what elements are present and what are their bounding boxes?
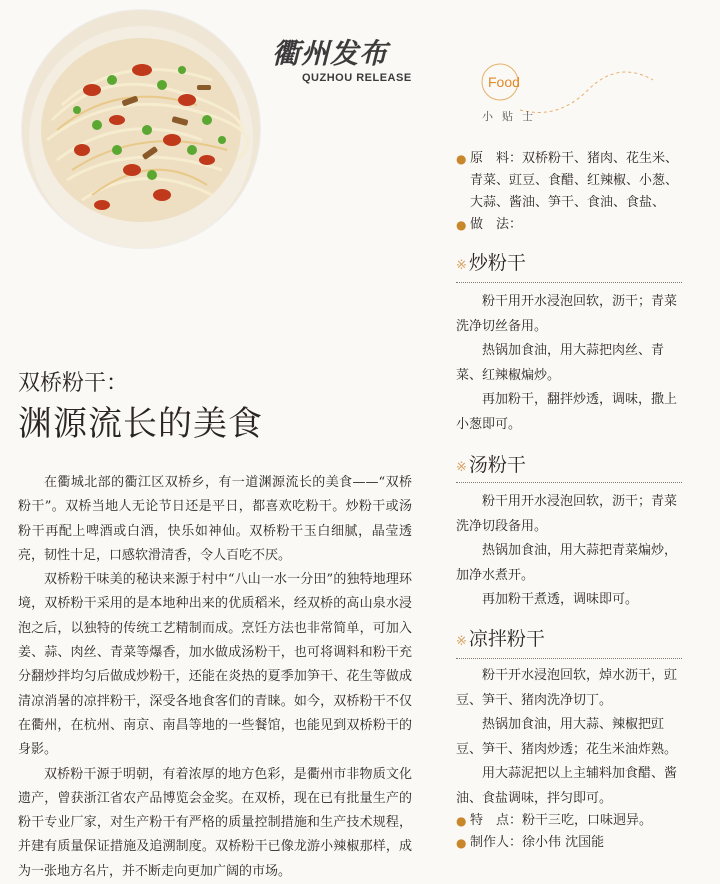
badge-note: 小贴士 [482,110,542,123]
dish-title: ※ 汤粉干 [456,454,526,476]
article-paragraph: 双桥粉干源于明朝，有着浓厚的地方色彩，是衢州市非物质文化遗产，曾获浙江省农产品博览会金奖。在双桥，现在已有批量生产的粉干专业厂家，对生产粉干有严格的质量控制措施和生产技术规程，并建有质量保证措施及追溯制度。双桥粉干已像龙游小辣椒那样，成为一张地方名片，并不断走向更加广阔的市场。 [18,766,412,879]
noodle-photo [22,10,260,248]
brand-logo: 衢州发布 [272,37,389,70]
asterisk-icon: ※ [456,634,467,649]
author-label: 制作人： [470,835,523,850]
divider [456,282,682,283]
recipe-ingredients [456,148,684,236]
method-label: 做 法： [470,217,523,232]
bullet-icon: ● [456,218,467,232]
article-kicker: 双桥粉干： [18,371,129,396]
dish-instructions: 粉干用开水浸泡回软，沥干；青菜洗净切丝备用。 热锅加食油，用大蒜把肉丝、青菜、红辣椒煸炒。 再加粉干，翻拌炒透，调味，撒上小葱即可。 [456,294,678,432]
brand-subtitle: QUZHOU RELEASE [302,72,412,84]
recipe-footer [456,810,684,854]
feature-text: 粉干三吃，口味迥异。 [522,813,653,828]
dish-title: ※ 凉拌粉干 [456,628,545,650]
bullet-icon: ● [456,836,467,850]
dish-instructions: 粉干用开水浸泡回软，沥干；青菜洗净切段备用。 热锅加食油，用大蒜把青菜煸炒，加净水煮开。 再加粉干煮透，调味即可。 [456,494,678,607]
badge-word: Food [488,74,520,90]
article-body [18,471,412,884]
article-title: 渊源流长的美食 [18,404,263,444]
ingredients-label: 原 料： [470,151,523,166]
feature-label: 特 点： [470,813,523,828]
article-paragraph: 在衢城北部的衢江区双桥乡，有一道渊源流长的美食——“双桥粉干”。双桥当地人无论节日还是平日，都喜欢吃粉干。炒粉干或汤粉干再配上啤酒或白酒，快乐如神仙。双桥粉干玉白细腻，晶莹透亮，韧性十足，口感软滑清香，令人百吃不厌。 [18,475,412,563]
asterisk-icon: ※ [456,258,467,273]
ingredients-text: 双桥粉干、猪肉、花生米、青菜、豇豆、食醋、红辣椒、小葱、大蒜、酱油、笋干、食油、食盐、 [470,151,679,210]
divider [456,482,682,483]
asterisk-icon: ※ [456,460,467,475]
dish-title: ※ 炒粉干 [456,252,526,274]
bullet-icon: ● [456,814,467,828]
dish-instructions: 粉干开水浸泡回软，焯水沥干，豇豆、笋干、猪肉洗净切丁。 热锅加食油，用大蒜、辣椒把豇豆、笋干、猪肉炒透；花生米油炸熟。 用大蒜泥把以上主辅料加食醋、酱油、食盐调味，拌匀即可。 [456,668,678,806]
article-paragraph: 双桥粉干味美的秘诀来源于村中“八山一水一分田”的独特地理环境，双桥粉干采用的是本地种出来的优质稻米，经双桥的高山泉水浸泡之后，以独特的传统工艺精制而成。烹饪方法也非常简单，可加入姜、蒜、肉丝、青菜等爆香，加水做成汤粉干，也可将调料和粉干充分翻炒拌均匀后做成炒粉干，还能在炎热的夏季加笋干、花生等做成清凉消暑的凉拌粉干，深受各地食客们的青睐。如今，双桥粉干不仅在衢州，在杭州、南京、南昌等地的一些餐馆，也能见到双桥粉干的身影。 [18,572,412,758]
bullet-icon: ● [456,152,467,166]
author-text: 徐小伟 沈国能 [522,835,605,850]
divider [456,658,682,659]
